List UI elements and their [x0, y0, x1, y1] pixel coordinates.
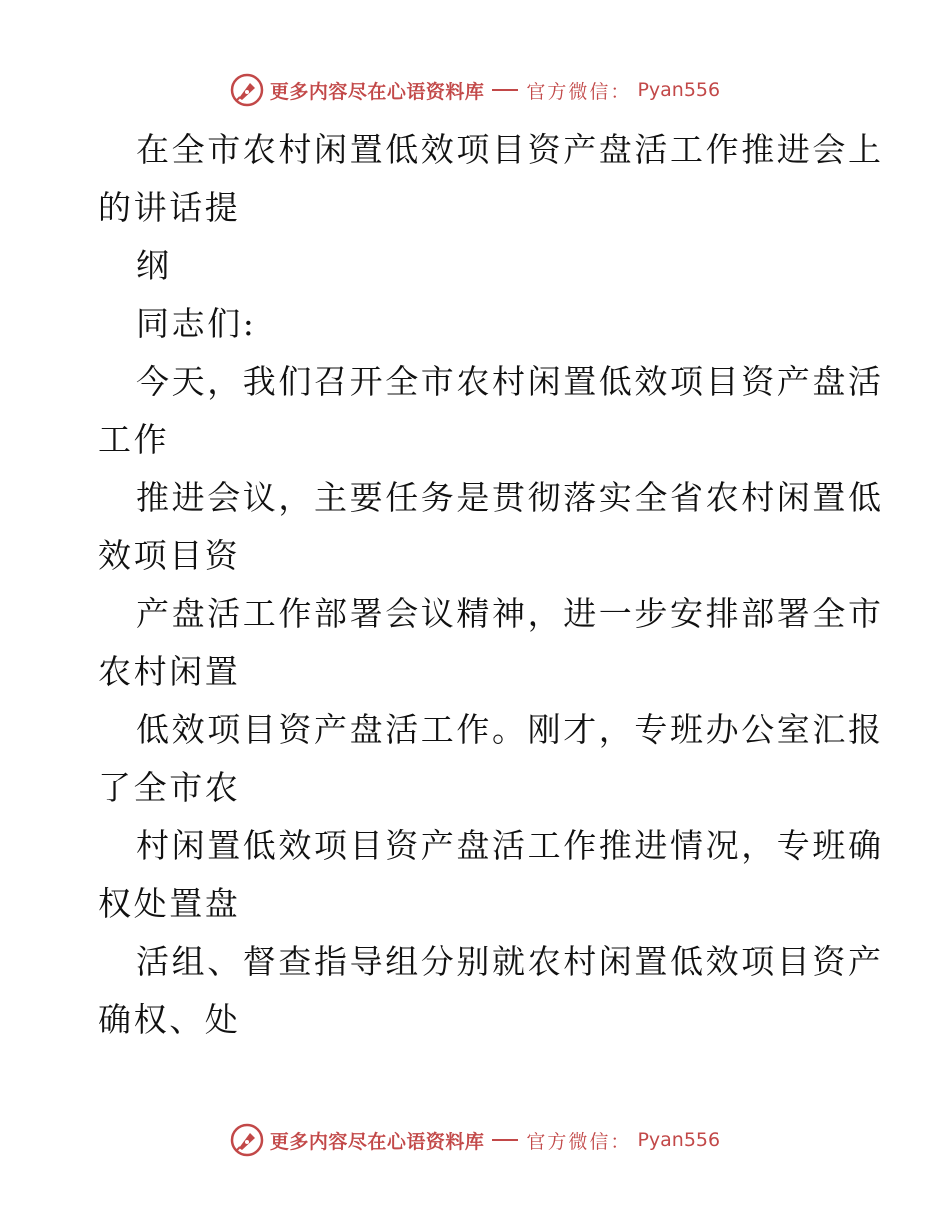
text-line: 效项目资	[98, 536, 241, 575]
text-line: 同志们:	[136, 304, 257, 343]
watermark-dash	[492, 1139, 518, 1141]
watermark-dash	[492, 89, 518, 91]
watermark-text: 更多内容尽在心语资料库	[269, 1130, 485, 1153]
text-line: 推进会议，主要任务是贯彻落实全省农村闲置低	[136, 478, 884, 517]
watermark-id: Pyan556	[637, 79, 721, 101]
text-line: 权处置盘	[98, 884, 241, 923]
text-line: 的讲话提	[98, 188, 241, 227]
pen-nib-logo-icon	[230, 1123, 264, 1157]
text-line: 活组、督查指导组分别就农村闲置低效项目资产	[136, 942, 884, 981]
document-body	[98, 121, 884, 1049]
text-line: 农村闲置	[98, 652, 241, 691]
text-line: 在全市农村闲置低效项目资产盘活工作推进会上	[136, 130, 884, 169]
text-line: 村闲置低效项目资产盘活工作推进情况，专班确	[136, 826, 884, 865]
watermark-id: Pyan556	[637, 1129, 721, 1151]
pen-nib-logo-icon	[230, 73, 264, 107]
header-watermark	[0, 70, 950, 110]
text-line: 纲	[136, 246, 172, 285]
text-line: 了全市农	[98, 768, 241, 807]
watermark-label: 官方微信：	[526, 1130, 632, 1153]
text-line: 工作	[98, 420, 170, 459]
watermark-text: 更多内容尽在心语资料库	[269, 80, 485, 103]
text-line: 今天，我们召开全市农村闲置低效项目资产盘活	[136, 362, 884, 401]
footer-watermark	[0, 1120, 950, 1160]
watermark-label: 官方微信：	[526, 80, 632, 103]
text-line: 产盘活工作部署会议精神，进一步安排部署全市	[136, 594, 884, 633]
text-line: 低效项目资产盘活工作。刚才，专班办公室汇报	[136, 710, 884, 749]
text-line: 确权、处	[98, 1000, 241, 1039]
